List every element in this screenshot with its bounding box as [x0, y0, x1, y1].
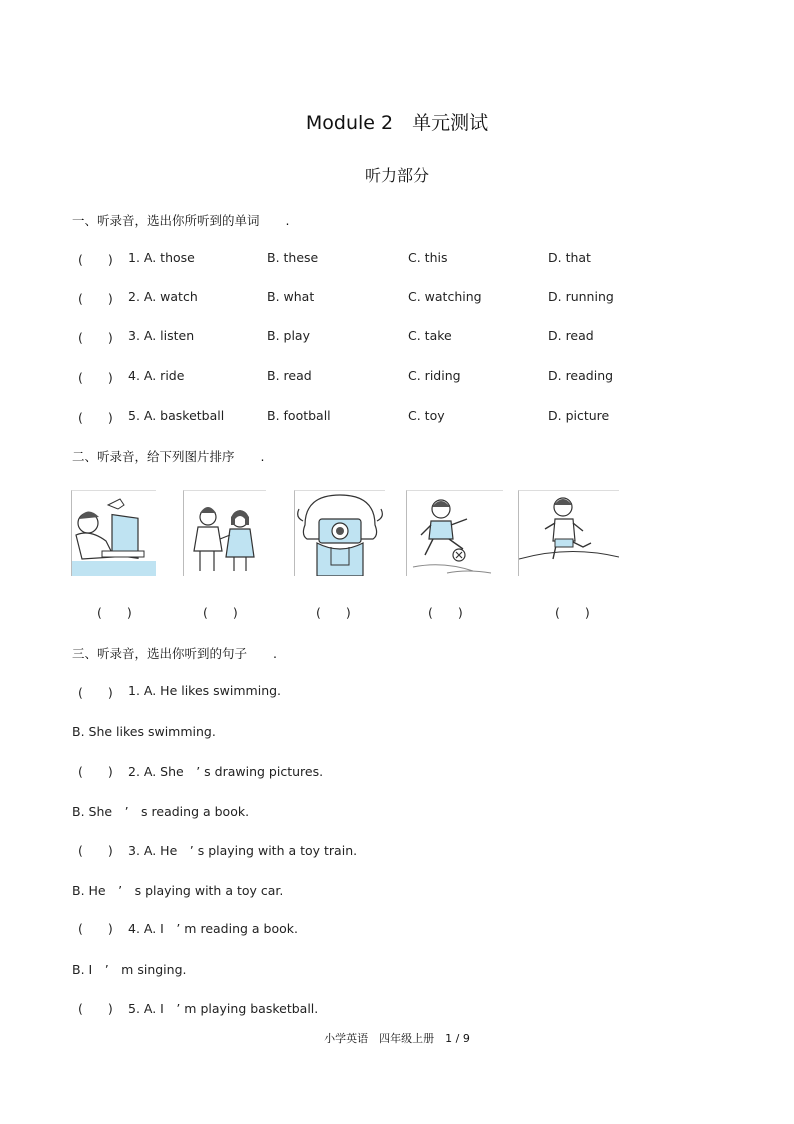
- sentence-option: 5. A. I ’ m playing basketball.: [128, 1001, 319, 1016]
- picture-answer-paren[interactable]: ( ): [428, 605, 463, 620]
- option-d: D. running: [548, 289, 614, 304]
- picture-two-people-greeting: [183, 490, 266, 576]
- section1-heading: [72, 211, 289, 229]
- answer-paren[interactable]: ( ): [78, 370, 113, 385]
- section3-heading-text: 三、听录音，选出你听到的句子: [72, 646, 248, 661]
- picture-answer-paren[interactable]: ( ): [203, 605, 238, 620]
- sentence-option: B. He ’ s playing with a toy car.: [72, 883, 284, 898]
- page-subtitle: 听力部分: [364, 166, 429, 185]
- option-c: C. take: [408, 328, 452, 343]
- option-d: D. reading: [548, 368, 614, 383]
- picture-answer-paren[interactable]: ( ): [316, 605, 351, 620]
- option-a: 3. A. listen: [128, 328, 195, 343]
- sentence-option: B. She ’ s reading a book.: [72, 804, 250, 819]
- page-footer: 小学英语 四年级上册 1 / 9: [324, 1032, 470, 1045]
- sentence-option: 1. A. He likes swimming.: [128, 683, 282, 698]
- option-a: 4. A. ride: [128, 368, 185, 383]
- section2-heading-text: 二、听录音，给下列图片排序: [72, 449, 235, 464]
- option-b: B. read: [267, 368, 312, 383]
- answer-paren[interactable]: ( ): [78, 252, 113, 267]
- sentence-option: B. She likes swimming.: [72, 724, 216, 739]
- option-c: C. watching: [408, 289, 482, 304]
- option-a: 2. A. watch: [128, 289, 198, 304]
- option-a: 5. A. basketball: [128, 408, 225, 423]
- boy-at-computer-icon: [72, 491, 156, 576]
- option-d: D. read: [548, 328, 594, 343]
- picture-boy-at-computer: [71, 490, 156, 576]
- picture-boy-running: [518, 490, 619, 576]
- picture-girl-with-camera: [294, 490, 385, 576]
- answer-paren[interactable]: ( ): [78, 764, 113, 779]
- two-people-greeting-icon: [184, 491, 266, 576]
- sentence-option: B. I ’ m singing.: [72, 962, 187, 977]
- option-b: B. these: [267, 250, 319, 265]
- option-c: C. toy: [408, 408, 445, 423]
- answer-paren[interactable]: ( ): [78, 291, 113, 306]
- section1-heading-dot: .: [285, 213, 290, 228]
- option-d: D. that: [548, 250, 591, 265]
- section2-heading: [72, 447, 264, 465]
- option-c: C. this: [408, 250, 448, 265]
- girl-with-camera-icon: [295, 491, 385, 576]
- option-a: 1. A. those: [128, 250, 195, 265]
- boy-running-icon: [519, 491, 619, 576]
- answer-paren[interactable]: ( ): [78, 410, 113, 425]
- answer-paren[interactable]: ( ): [78, 330, 113, 345]
- picture-answer-paren[interactable]: ( ): [555, 605, 590, 620]
- sentence-option: 4. A. I ’ m reading a book.: [128, 921, 298, 936]
- option-b: B. play: [267, 328, 310, 343]
- section3-heading-dot: .: [273, 646, 277, 661]
- sentence-option: 2. A. She ’ s drawing pictures.: [128, 764, 324, 779]
- sentence-option: 3. A. He ’ s playing with a toy train.: [128, 843, 358, 858]
- page-title: Module 2 单元测试: [305, 112, 489, 134]
- answer-paren[interactable]: ( ): [78, 843, 113, 858]
- picture-answer-paren[interactable]: ( ): [97, 605, 132, 620]
- section3-heading: [72, 644, 277, 662]
- option-c: C. riding: [408, 368, 461, 383]
- picture-boy-kicking-football: [406, 490, 503, 576]
- answer-paren[interactable]: ( ): [78, 921, 113, 936]
- boy-kicking-football-icon: [407, 491, 503, 576]
- answer-paren[interactable]: ( ): [78, 1001, 113, 1016]
- answer-paren[interactable]: ( ): [78, 685, 113, 700]
- section1-heading-text: 一、听录音，选出你所听到的单词: [72, 213, 260, 228]
- section2-heading-dot: .: [260, 449, 265, 464]
- option-b: B. what: [267, 289, 315, 304]
- option-d: D. picture: [548, 408, 610, 423]
- option-b: B. football: [267, 408, 331, 423]
